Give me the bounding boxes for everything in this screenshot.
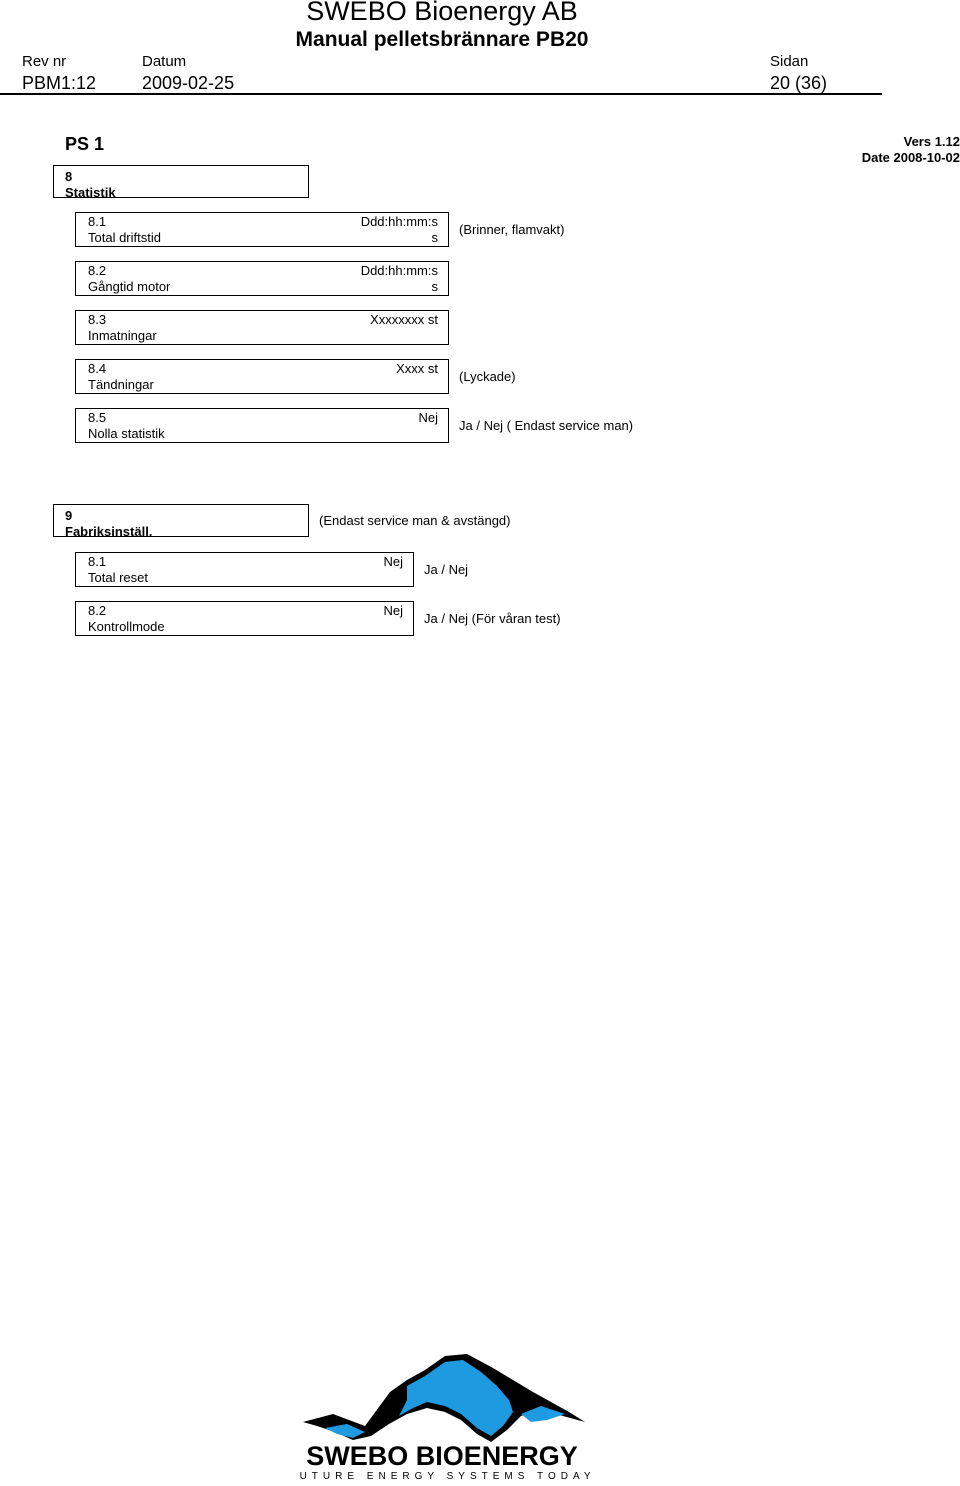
item-number: 8.2: [88, 263, 107, 278]
stat-item-total-driftstid[interactable]: [75, 212, 449, 247]
stat-item-tandningar[interactable]: [75, 359, 449, 394]
item-note: Ja / Nej: [424, 562, 469, 577]
item-number: 8.3: [88, 312, 107, 327]
item-note: (Brinner, flamvakt): [459, 222, 565, 237]
sidan-value: 20 (36): [770, 73, 828, 93]
stat-item-inmatningar[interactable]: [75, 310, 449, 345]
item-value-line1: Ddd:hh:mm:s: [360, 214, 438, 229]
manual-title: Manual pelletsbrännare PB20: [295, 28, 589, 51]
company-name: SWEBO Bioenergy AB: [306, 0, 578, 26]
ps-title: PS 1: [65, 134, 105, 154]
item-label: Total driftstid: [88, 230, 161, 245]
mountain-logo-icon: [295, 1350, 590, 1481]
item-label: Inmatningar: [88, 328, 157, 343]
header-rule: [0, 93, 882, 95]
item-number: 8.5: [88, 410, 107, 425]
item-value: Nej: [383, 603, 403, 618]
item-note: (Lyckade): [459, 369, 516, 384]
item-value: Xxxx st: [396, 361, 438, 376]
item-number: 8.1: [88, 214, 107, 229]
sidan-label: Sidan: [770, 53, 809, 70]
item-note: Ja / Nej (För våran test): [424, 611, 561, 626]
section-9-number: 9: [65, 508, 73, 523]
version-number: Vers 1.12: [903, 134, 960, 149]
version-block: [862, 134, 960, 166]
item-value: Nej: [383, 554, 403, 569]
svg-text:FUTURE ENERGY SYSTEMS TODAY: FUTURE ENERGY SYSTEMS TODAY: [295, 1471, 590, 1481]
item-label: Total reset: [88, 570, 148, 585]
item-label: Kontrollmode: [88, 619, 165, 634]
rev-nr-label: Rev nr: [22, 53, 67, 70]
item-value-line2: s: [431, 279, 438, 294]
svg-text:SWEBO BIOENERGY: SWEBO BIOENERGY: [306, 1441, 578, 1471]
section-9-box: [53, 504, 309, 537]
item-value: Nej: [418, 410, 438, 425]
swebo-logo: [295, 1350, 590, 1481]
datum-label: Datum: [142, 53, 187, 70]
rev-nr-value: PBM1:12: [22, 73, 97, 93]
item-note: Ja / Nej ( Endast service man): [459, 418, 634, 433]
item-value: [361, 214, 438, 246]
item-value: [361, 263, 438, 295]
datum-value: 2009-02-25: [142, 73, 235, 93]
item-number: 8.1: [88, 554, 107, 569]
stat-item-gangtid-motor[interactable]: [75, 261, 449, 296]
item-label: Tändningar: [88, 377, 154, 392]
item-label: Nolla statistik: [88, 426, 165, 441]
item-value-line2: s: [431, 230, 438, 245]
section-8-box: [53, 165, 309, 198]
section-8-number: 8: [65, 169, 73, 184]
factory-item-kontrollmode[interactable]: [75, 601, 414, 636]
section-8-title: Statistik: [65, 185, 116, 200]
item-value: Xxxxxxxx st: [370, 312, 438, 327]
item-number: 8.2: [88, 603, 107, 618]
version-date: Date 2008-10-02: [861, 150, 960, 165]
section-9-title: Fabriksinställ.: [65, 524, 153, 539]
item-value-line1: Ddd:hh:mm:s: [360, 263, 438, 278]
factory-item-total-reset[interactable]: [75, 552, 414, 587]
section-9-note: (Endast service man & avstängd): [319, 513, 511, 528]
stat-item-nolla-statistik[interactable]: [75, 408, 449, 443]
item-number: 8.4: [88, 361, 107, 376]
item-label: Gångtid motor: [88, 279, 171, 294]
